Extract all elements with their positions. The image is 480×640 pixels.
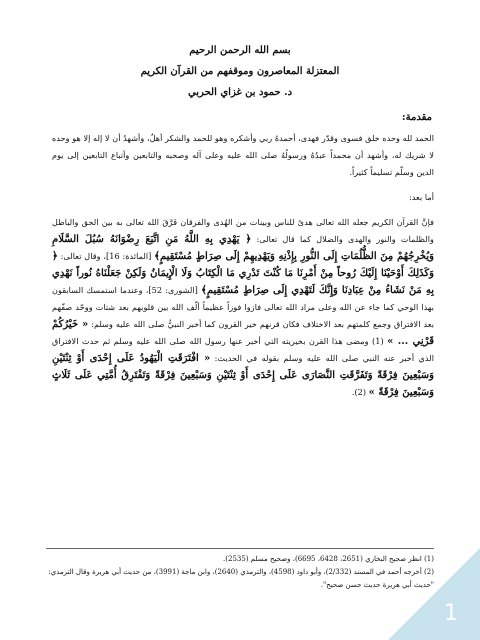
section-title: مقدمة: bbox=[401, 112, 432, 123]
hadith-division: « افْتَرَقَتِ الْيَهُودُ عَلَى إِحْدَى أَوْ ثِنْتَيْنِ وَسَبْعِينَ فِرْقَةً وَتَفَرَّقَتِ النَّصَارَى عَلَى إِحْدَى أَوْ ثِنْتَيْنِ وَسَبْعِينَ فِرْقَةً وَتَفْتَرِقُ أُمَّتِي عَلَى ثَلَاثٍ وَسَبْعِينَ فِرْقَةً » bbox=[52, 353, 434, 398]
author-name: د. حمود بن غزاي الحربي bbox=[187, 87, 293, 98]
quran-verse-maida: ﴿ يَهْدِي بِهِ اللَّهُ مَنِ اتَّبَعَ رِضْوَانَهُ سُبُلَ السَّلَامِ وَيُخْرِجُهُمْ مِنَ الظُّلُمَاتِ إِلَى النُّورِ بِإِذْنِهِ وَيَهْدِيهِمْ إِلَى صِرَاطٍ مُسْتَقِيمٍ﴾ bbox=[52, 234, 434, 262]
main-paragraph-text: فإنَّ القرآن الكريم جعله الله تعالى هدىً للناس وبينات من الهُدى والفرقان فَرَّقَ الله تعالى به بين الحق والباطل والظلمات والنور والهدى والضلال كما قال تعالى: bbox=[52, 217, 434, 244]
intro-paragraph: الحمد لله وحده خلق فسوى وقدّر فهدى، أحمدهُ ربي وأشكره وهو للحمد والشكر أهلٌ، وأشهدُ أن لا إله إلا هو وحده لا شريك له، وأشهد أن محمداً عبدُهُ ورسولُهُ صلى الله عليه وعلى آله وصحبه والتابعين وأتباع التابعين إلى يوم الدين وسلّم تسليماً كثيراً. bbox=[52, 133, 434, 177]
footnote-ref: (2). bbox=[351, 387, 369, 397]
basmala: بسم الله الرحمن الرحيم bbox=[189, 45, 291, 56]
main-paragraph bbox=[52, 214, 434, 401]
footnote-1: (1) انظر صحيح البخاري (2651، 6428، 6695)، وصحيح مسلم (2535). bbox=[223, 555, 434, 563]
verse-ref-2: [الشورى: 52]، وعندما استمسك السابقون بهذا الوحي كما جاء عن الله وعلى مراد الله تعالى فازوا فوزاً عظيماً ألّف الله بين قلوبهم بعد شتات ووحّد صفّهم بعد الافتراق وجمع كلمتهم بعد الاختلاف فكان قرنهم خير القرون كما أخبر النبيُّ صلى الله عليه وسلم: bbox=[52, 285, 434, 329]
footnote-2: (2) أخرجه أحمد في المسند (2/332)، وأبو داود (4598)، والترمذي (2640)، وابن ماجة (3991)، من حديث أبي هريرة وقال الترمذي: "حديث أبي هريرة حديث حسن صحيح". bbox=[48, 568, 434, 589]
document-header bbox=[40, 40, 440, 103]
corner-decoration bbox=[388, 548, 480, 640]
footnotes bbox=[46, 548, 434, 592]
quran-verse-shura: ﴿ وَكَذَلِكَ أَوْحَيْنَا إِلَيْكَ رُوحاً مِنْ أَمْرِنَا مَا كُنْتَ تَدْرِي مَا الْكِتَابُ وَلَا الْإِيمَانُ وَلَكِنْ جَعَلْنَاهُ نُوراً نَهْدِي بِهِ مَنْ نَشَاءُ مِنْ عِبَادِنَا وَإِنَّكَ لَتَهْدِي إِلَى صِرَاطٍ مُسْتَقِيمٍ﴾ bbox=[52, 251, 434, 296]
document-title: المعتزلة المعاصرون وموقفهم من القرآن الكريم bbox=[140, 66, 340, 77]
amma-bad: أما بعد: bbox=[408, 192, 434, 202]
verse-ref-1: [المائدة: 16]، وقال تعالى: bbox=[57, 251, 155, 261]
hadith-best-generation: « خَيْرُكُمْ قَرْنِي ... » bbox=[52, 319, 434, 347]
continuation-text: (1) ومضى هذا القرن بخيريته التي أخبر عنها رسول الله صلى الله عليه وسلم ثم حدث الافتراق الذي أخبر عنه النبي صلى الله عليه وسلم بقوله في الحديث: bbox=[52, 336, 434, 363]
corner-triangle bbox=[388, 548, 480, 640]
page-number: 1 bbox=[444, 601, 458, 626]
body-text bbox=[52, 130, 434, 409]
